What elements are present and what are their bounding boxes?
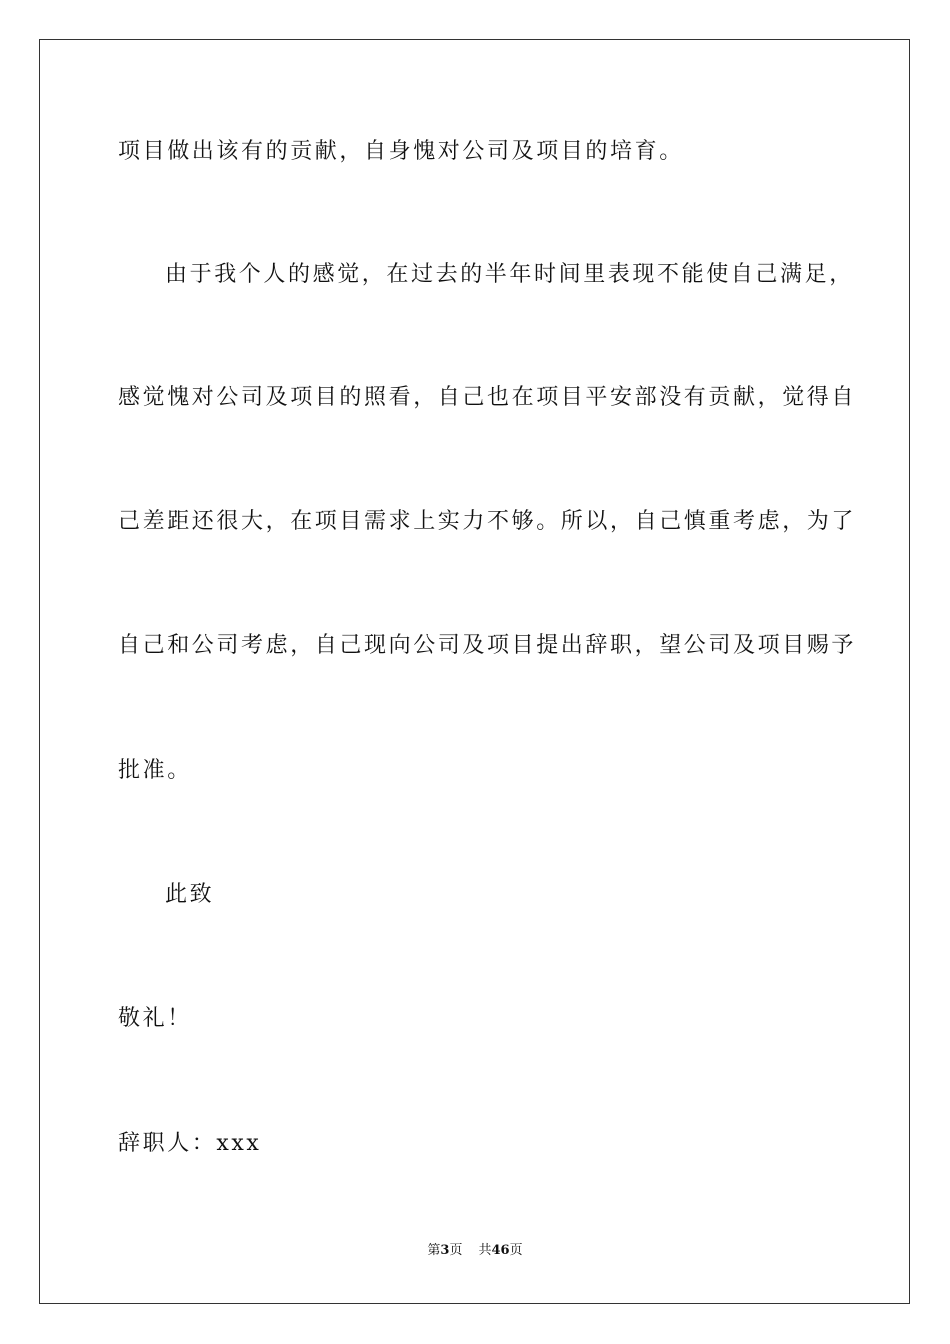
body-line: 批准。 <box>118 758 192 783</box>
total-prefix: 共 <box>478 1243 492 1258</box>
body-line: 项目做出该有的贡献，自身愧对公司及项目的培育。 <box>118 139 684 164</box>
total-pages: 46 <box>491 1243 510 1258</box>
page-border <box>39 39 910 1304</box>
page-footer <box>0 1242 950 1260</box>
paragraph-first-line: 由于我个人的感觉，在过去的半年时间里表现不能使自己满足， <box>165 262 854 287</box>
page-prefix: 第 <box>427 1243 441 1258</box>
total-suffix: 页 <box>509 1243 523 1258</box>
body-line: 感觉愧对公司及项目的照看，自己也在项目平安部没有贡献，觉得自 <box>118 385 857 410</box>
page-suffix: 页 <box>449 1243 463 1258</box>
signature-line: 辞职人：xxx <box>118 1131 262 1156</box>
salutation-line: 此致 <box>165 882 215 907</box>
closing-line: 敬礼！ <box>118 1006 192 1031</box>
body-line: 自己和公司考虑，自己现向公司及项目提出辞职，望公司及项目赐予 <box>118 633 857 658</box>
body-line: 己差距还很大，在项目需求上实力不够。所以，自己慎重考虑，为了 <box>118 509 857 534</box>
page-number: 3 <box>440 1243 450 1258</box>
